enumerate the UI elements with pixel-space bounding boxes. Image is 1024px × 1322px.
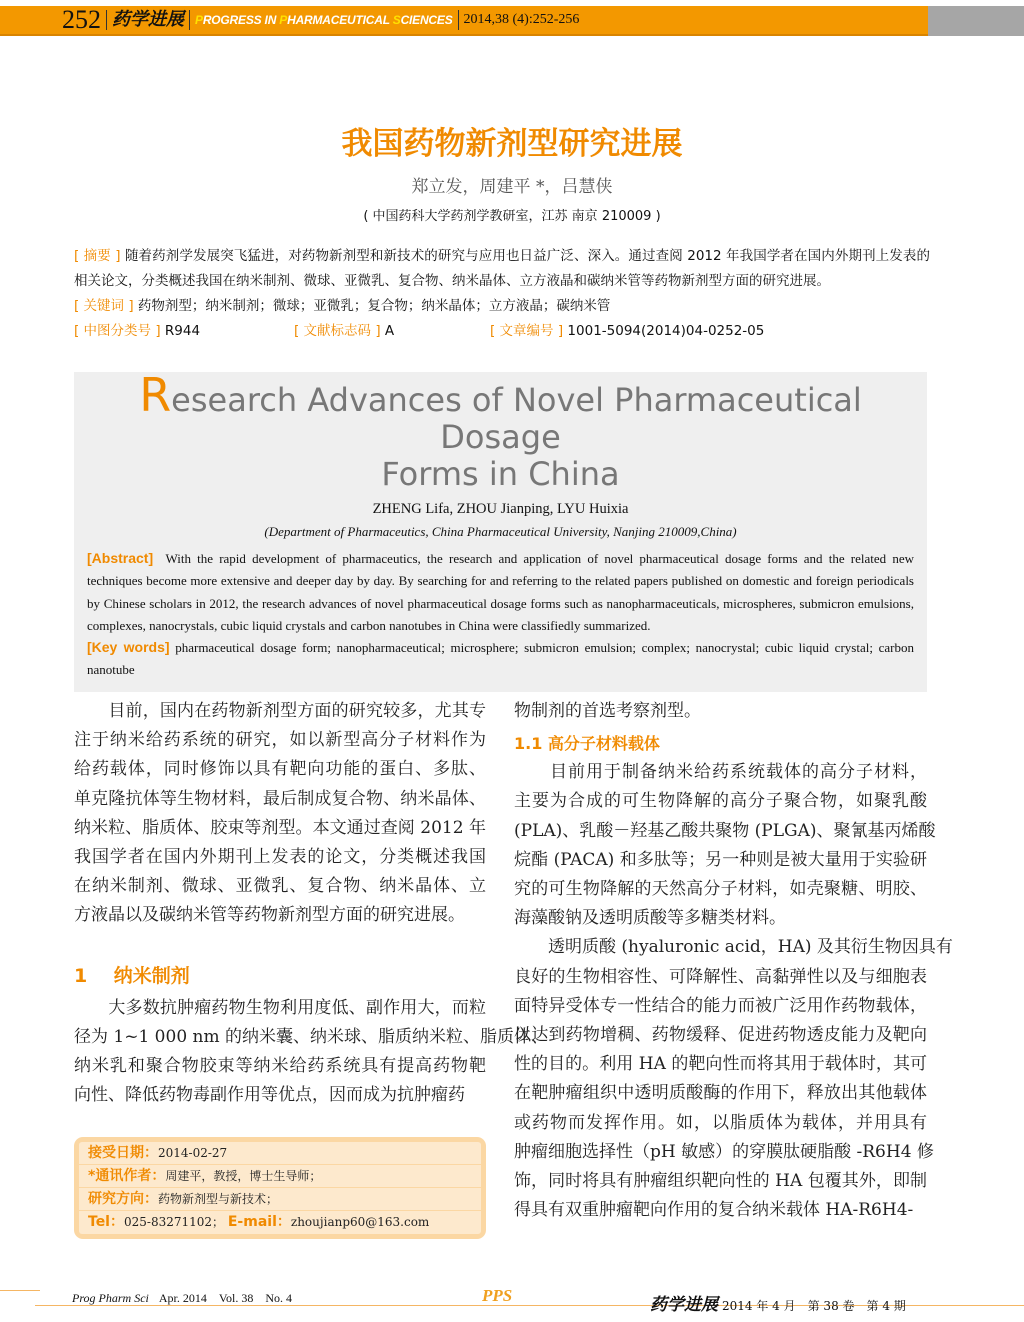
footer-line xyxy=(0,1290,40,1291)
author-info-box xyxy=(74,1137,486,1239)
paragraph xyxy=(514,933,953,1225)
text-line: 目前用于制备纳米给药系统载体的高分子材料， xyxy=(514,762,927,783)
section-heading-1: 1 纳米制剂 xyxy=(74,964,190,987)
divider xyxy=(189,10,190,30)
section-heading-1-1: 1.1 高分子材料载体 xyxy=(514,734,660,754)
abstract-label: [ 摘要 ] xyxy=(74,248,121,264)
text-line: 单克隆抗体等生物材料，最后制成复合物、纳米晶体、 xyxy=(74,788,486,809)
email-link[interactable]: zhoujianp60@163.com xyxy=(290,1215,430,1229)
text-line: (PLA)、乳酸－羟基乙酸共聚物 (PLGA)、聚氰基丙烯酸 xyxy=(514,820,936,841)
footer xyxy=(0,1286,1024,1322)
english-affiliation: (Department of Pharmaceutics, China Pharmaceutical University, Nanjing 210009,China) xyxy=(264,524,737,539)
keywords-text: 药物剂型；纳米制剂；微球；亚微乳；复合物；纳米晶体；立方液晶；碳纳米管 xyxy=(137,298,611,314)
journal-logo-cn: 药学进展 xyxy=(112,9,184,30)
running-header xyxy=(0,6,1024,36)
footer-citation-cn: 药学进展 2014 年 4 月 第 38 卷 第 4 期 xyxy=(650,1295,906,1315)
english-abstract-box xyxy=(74,368,927,692)
paragraph xyxy=(514,697,927,726)
text-line: 向性、降低药物毒副作用等优点，因而成为抗肿瘤药 xyxy=(74,1085,465,1106)
text-line: 面特异受体专一性结合的能力而被广泛用作药物载体， xyxy=(514,995,927,1016)
left-column xyxy=(74,697,549,1110)
text-line: 良好的生物相容性、可降解性、高黏弹性以及与细胞表 xyxy=(514,966,927,987)
text-line: 或药物而发挥作用。如，以脂质体为载体，并用具有 xyxy=(514,1112,927,1133)
text-line: 纳米乳和聚合物胶束等纳米给药系统具有提高药物靶 xyxy=(74,1056,486,1077)
text-line: 方液晶以及碳纳米管等药物新剂型方面的研究进展。 xyxy=(74,905,465,926)
text-line: 主要为合成的可生物降解的高分子聚合物，如聚乳酸 xyxy=(514,791,927,812)
citation: 2014,38 (4):252-256 xyxy=(463,12,580,27)
header-gray-block xyxy=(928,6,1024,36)
divider xyxy=(458,10,459,30)
pps-logo: PPS xyxy=(482,1286,513,1305)
abstract-cn xyxy=(74,244,930,294)
text-line: 径为 1~1 000 nm 的纳米囊、纳米球、脂质纳米粒、脂质体、 xyxy=(74,1026,549,1047)
keywords-label: [ 关键词 ] xyxy=(74,298,134,314)
classification-label: [ 中图分类号 ] xyxy=(74,323,161,339)
text-line: 饰，同时将具有肿瘤组织靶向性的 HA 包覆其外，即制 xyxy=(514,1171,927,1192)
paragraph xyxy=(74,994,549,1111)
abstract-text-en: With the rapid development of pharmaceutics, the research and application of novel pharmaceutical dosage forms and the related new techniques become more extensive and deeper day by day. By searching for and referring to the related papers published on domestic and foreign periodicals by Chinese scholars in 2012, the research advances of novel pharmaceutical dosage forms such as nanopharmaceuticals, microspheres, submicron emulsions, complexes, nanocrystals, cubic liquid crystals and carbon nanotubes in China were classifiedly summarized. xyxy=(87,551,914,633)
info-research-field: 研究方向：药物新剂型与新技术； xyxy=(79,1188,481,1211)
abstract-block-cn xyxy=(74,244,930,344)
journal-name-en: PROGRESS IN PHARMACEUTICAL SCIENCES xyxy=(195,13,453,27)
keywords-text-en: pharmaceutical dosage form; nanopharmaceutical; microsphere; submicron emulsion; complex; nanocrystal; cubic liquid crystal; carbon nanotube xyxy=(87,640,914,678)
english-authors: ZHENG Lifa, ZHOU Jianping, LYU Huixia xyxy=(372,501,629,517)
page-number: 252 xyxy=(62,5,101,34)
right-column xyxy=(514,697,953,1225)
text-line: 在纳米制剂、微球、亚微乳、复合物、纳米晶体、立 xyxy=(74,876,486,897)
abstract-text: 随着药剂学发展突飞猛进，对药物新剂型和新技术的研究与应用也日益广泛、深入。通过查阅 2012 年我国学者在国内外期刊上发表的相关论文，分类概述我国在纳米制剂、微球、亚微乳、复合物、纳米晶体、立方液晶和碳纳米管等药物新剂型方面的研究进展。 xyxy=(74,248,930,289)
english-abstract xyxy=(87,548,914,682)
text-line: 在靶肿瘤组织中透明质酸酶的作用下，释放出其他载体 xyxy=(514,1083,927,1104)
text-line: 得具有双重肿瘤靶向作用的复合纳米载体 HA-R6H4- xyxy=(514,1200,914,1221)
text-line: 物制剂的首选考察剂型。 xyxy=(514,701,701,721)
authors: 郑立发，周建平 *，吕慧侠 xyxy=(411,177,613,197)
keywords-cn xyxy=(74,294,930,319)
article-title: 我国药物新剂型研究进展 xyxy=(341,126,683,162)
info-corresponding-author: *通讯作者：周建平，教授，博士生导师； xyxy=(79,1165,481,1188)
text-line: 透明质酸 (hyaluronic acid，HA) 及其衍生物因具有 xyxy=(514,937,953,958)
text-line: 给药载体，同时修饰以具有靶向功能的蛋白、多肽、 xyxy=(74,759,486,780)
info-received-date: 接受日期：2014-02-27 xyxy=(79,1142,481,1165)
text-line: 目前，国内在药物新剂型方面的研究较多，尤其专 xyxy=(74,701,486,721)
text-line: 肿瘤细胞选择性（pH 敏感）的穿膜肽硬脂酸 -R6H4 修 xyxy=(514,1141,934,1162)
text-line: 性的目的。利用 HA 的靶向性而将其用于载体时，其可 xyxy=(514,1054,927,1075)
abstract-label-en: [Abstract] xyxy=(87,550,154,566)
classification-value: R944 xyxy=(164,323,201,339)
article-no-value: 1001-5094(2014)04-0252-05 xyxy=(567,323,765,339)
divider xyxy=(106,10,107,30)
paragraph xyxy=(514,758,936,933)
paragraph xyxy=(74,697,486,931)
text-line: 究的可生物降解的天然高分子材料，如壳聚糖、明胶、 xyxy=(514,879,927,900)
english-title: Research Advances of Novel Pharmaceutical Dosage Forms in China xyxy=(139,368,862,493)
text-line: 注于纳米给药系统的研究，如以新型高分子材料作为 xyxy=(74,730,486,751)
text-line: 纳米粒、脂质体、胶束等剂型。本文通过查阅 2012 年 xyxy=(74,817,486,838)
info-contact: Tel：025-83271102； E-mail：zhoujianp60@163.com xyxy=(88,1214,430,1230)
doc-code-label: [ 文献标志码 ] xyxy=(294,323,381,339)
classification-row xyxy=(74,319,930,344)
affiliation: ( 中国药科大学药剂学教研室，江苏 南京 210009 ) xyxy=(363,209,661,224)
text-line: 我国学者在国内外期刊上发表的论文，分类概述我国 xyxy=(74,847,486,868)
doc-code-value: A xyxy=(384,323,395,339)
text-line: 烷酯 (PACA) 和多肽等；另一种则是被大量用于实验研 xyxy=(514,849,927,870)
text-line: 以达到药物增稠、药物缓释、促进药物透皮能力及靶向 xyxy=(514,1025,927,1046)
article-no-label: [ 文章编号 ] xyxy=(490,323,564,339)
text-line: 大多数抗肿瘤药物生物利用度低、副作用大，而粒 xyxy=(74,997,486,1018)
footer-citation: Prog Pharm Sci Apr. 2014 Vol. 38 No. 4 xyxy=(72,1291,293,1305)
keywords-label-en: [Key words] xyxy=(87,639,170,656)
text-line: 海藻酸钠及透明质酸等多糖类材料。 xyxy=(514,908,786,929)
